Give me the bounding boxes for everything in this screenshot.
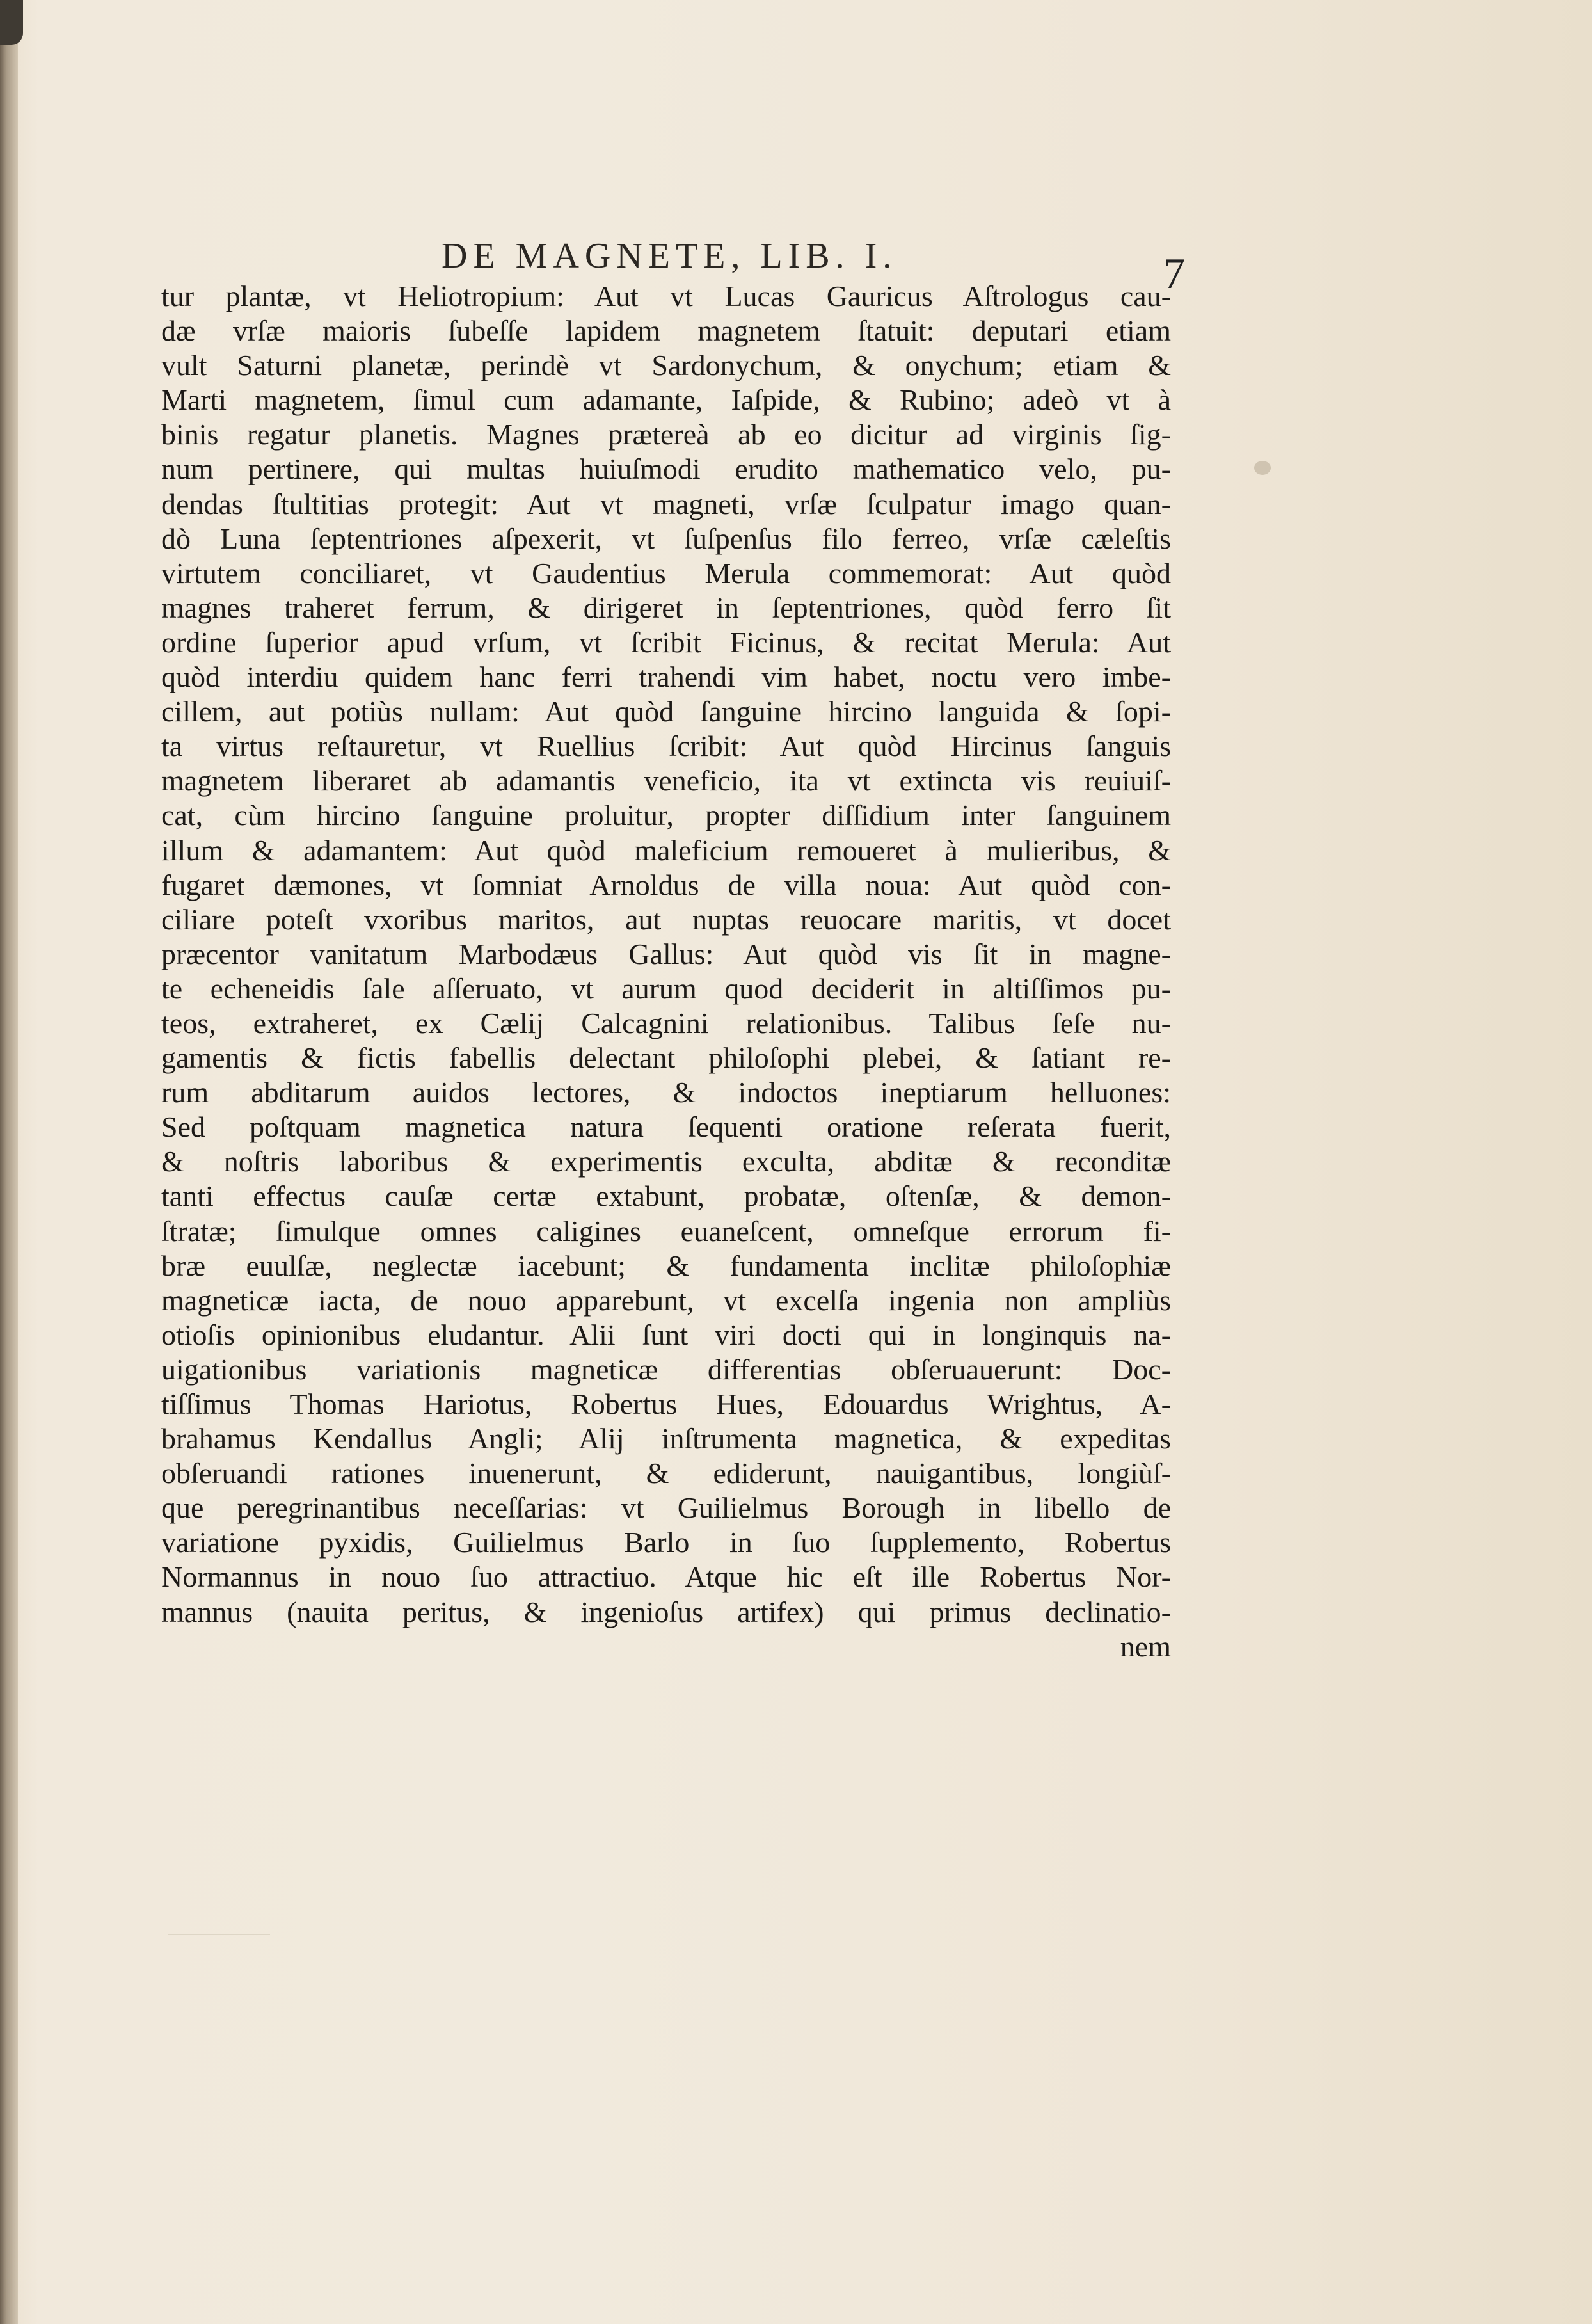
running-head: DE MAGNETE, LIB. I.	[442, 236, 898, 276]
text-line: tur plantæ, vt Heliotropium: Aut vt Lucas Gauricus Aſtrologus cau-	[161, 280, 1171, 312]
text-line: magnes traheret ferrum, & dirigeret in ſeptentriones, quòd ferro ſit	[161, 591, 1171, 624]
text-line: ſtratæ; ſimulque omnes caligines euaneſcent, omneſque errorum fi-	[161, 1214, 1171, 1247]
binding-edge	[0, 0, 18, 2324]
show-through-mark	[168, 1934, 270, 1961]
text-line: num pertinere, qui multas huiuſmodi erudito mathematico velo, pu-	[161, 453, 1171, 486]
text-line: fugaret dæmones, vt ſomniat Arnoldus de villa noua: Aut quòd con-	[161, 868, 1171, 901]
text-line: magneticæ iacta, de nouo apparebunt, vt excelſa ingenia non ampliùs	[161, 1283, 1171, 1317]
text-line: Sed poſtquam magnetica natura ſequenti oratione reſerata fuerit,	[161, 1110, 1171, 1144]
text-line: magnetem liberaret ab adamantis veneficio, ita vt extincta vis reuiuiſ-	[161, 764, 1171, 797]
text-line: vult Saturni planetæ, perindè vt Sardonychum, & onychum; etiam &	[161, 349, 1171, 382]
text-line: bræ euulſæ, neglectæ iacebunt; & fundamenta inclitæ philoſophiæ	[161, 1249, 1171, 1282]
text-line: rum abditarum auidos lectores, & indoctos ineptiarum helluones:	[161, 1076, 1171, 1109]
text-line: tanti effectus cauſæ certæ extabunt, probatæ, oſtenſæ, & demon-	[161, 1180, 1171, 1213]
text-line: Normannus in nouo ſuo attractiuo. Atque hic eſt ille Robertus Nor-	[161, 1560, 1171, 1594]
text-line: ciliare poteſt vxoribus maritos, aut nuptas reuocare maritis, vt docet	[161, 902, 1171, 936]
text-line: dæ vrſæ maioris ſubeſſe lapidem magnetem ſtatuit: deputari etiam	[161, 314, 1171, 348]
text-line: & noſtris laboribus & experimentis exculta, abditæ & reconditæ	[161, 1145, 1171, 1178]
text-line: te echeneidis ſale aſſeruato, vt aurum quod deciderit in altiſſimos pu-	[161, 972, 1171, 1005]
text-line: ta virtus reſtauretur, vt Ruellius ſcribit: Aut quòd Hircinus ſanguis	[161, 730, 1171, 763]
binding-corner	[0, 0, 23, 45]
text-line: dò Luna ſeptentriones aſpexerit, vt ſuſpenſus filo ferreo, vrſæ cæleſtis	[161, 522, 1171, 555]
text-line: præcentor vanitatum Marbodæus Gallus: Aut quòd vis ſit in magne-	[161, 937, 1171, 970]
text-line: binis regatur planetis. Magnes prætereà ab eo dicitur ad virginis ſig-	[161, 418, 1171, 451]
body-text	[161, 279, 1171, 1664]
text-line: otioſis opinionibus eludantur. Alii ſunt viri docti qui in longinquis na-	[161, 1318, 1171, 1351]
text-line: ordine ſuperior apud vrſum, vt ſcribit Ficinus, & recitat Merula: Aut	[161, 625, 1171, 659]
text-line: Marti magnetem, ſimul cum adamante, Iaſpide, & Rubino; adeò vt à	[161, 383, 1171, 417]
text-line: dendas ſtultitias protegit: Aut vt magneti, vrſæ ſculpatur imago quan-	[161, 487, 1171, 520]
text-line: uigationibus variationis magneticæ differentias obſeruauerunt: Doc-	[161, 1352, 1171, 1386]
text-line: gamentis & fictis fabellis delectant philoſophi plebei, & ſatiant re-	[161, 1041, 1171, 1075]
text-line: cillem, aut potiùs nullam: Aut quòd ſanguine hircino languida & ſopi-	[161, 695, 1171, 728]
page-number: 7	[1163, 249, 1185, 298]
text-line: variatione pyxidis, Guilielmus Barlo in ſuo ſupplemento, Robertus	[161, 1526, 1171, 1559]
foxing-spot	[1254, 461, 1271, 475]
text-line: quòd interdiu quidem hanc ferri trahendi vim habet, noctu vero imbe-	[161, 661, 1171, 694]
text-line: illum & adamantem: Aut quòd maleficium remoueret à mulieribus, &	[161, 833, 1171, 867]
text-line: brahamus Kendallus Angli; Alij inſtrumenta magnetica, & expeditas	[161, 1422, 1171, 1455]
text-line: que peregrinantibus neceſſarias: vt Guilielmus Borough in libello de	[161, 1491, 1171, 1525]
text-line: teos, extraheret, ex Cælij Calcagnini relationibus. Talibus ſeſe nu-	[161, 1006, 1171, 1039]
text-line: tiſſimus Thomas Hariotus, Robertus Hues, Edouardus Wrightus, A-	[161, 1388, 1171, 1420]
text-line: mannus (nauita peritus, & ingenioſus artifex) qui primus declinatio-	[161, 1595, 1171, 1628]
catchword: nem	[1120, 1630, 1171, 1663]
text-line: virtutem conciliaret, vt Gaudentius Merula commemorat: Aut quòd	[161, 556, 1171, 589]
text-line: obſeruandi rationes inuenerunt, & ediderunt, nauigantibus, longiùſ-	[161, 1457, 1171, 1490]
text-line: cat, cùm hircino ſanguine proluitur, propter diſſidium inter ſanguinem	[161, 799, 1171, 832]
